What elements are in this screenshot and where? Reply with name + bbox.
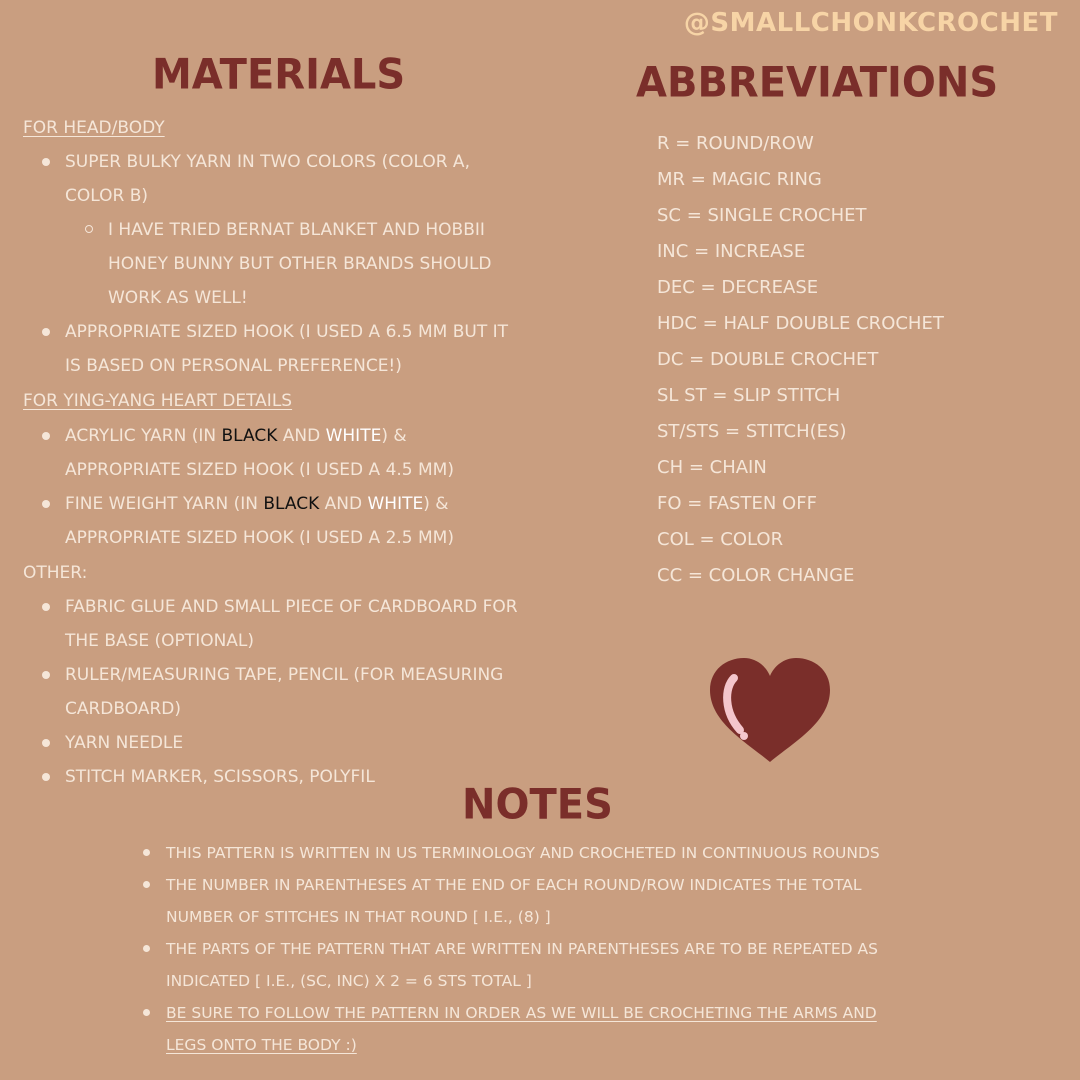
account-handle: @SMALLCHONKCROCHET — [683, 8, 1058, 38]
list-item: YARN NEEDLE — [65, 726, 565, 760]
abbreviation-item: HDC = HALF DOUBLE CROCHET — [657, 313, 944, 334]
bullet-icon — [42, 739, 50, 747]
list-item: RULER/MEASURING TAPE, PENCIL (FOR MEASURING CARDBOARD) — [65, 658, 565, 726]
materials-heading: MATERIALS — [152, 50, 406, 100]
list-item: ACRYLIC YARN (IN BLACK AND WHITE) & APPROPRIATE SIZED HOOK (I USED A 4.5 MM) — [65, 419, 565, 487]
list-item: FABRIC GLUE AND SMALL PIECE OF CARDBOARD FOR THE BASE (OPTIONAL) — [65, 590, 565, 658]
bullet-icon — [42, 500, 50, 508]
abbreviation-item: FO = FASTEN OFF — [657, 493, 817, 514]
heart-details-label: FOR YING-YANG HEART DETAILS — [23, 391, 293, 411]
bullet-icon — [42, 671, 50, 679]
abbreviations-list — [657, 126, 944, 594]
abbreviation-item: R = ROUND/ROW — [657, 133, 814, 154]
head-body-list — [65, 145, 565, 383]
bullet-icon — [143, 945, 150, 952]
bullet-icon — [42, 773, 50, 781]
heart-details-list — [65, 419, 565, 555]
head-body-label: FOR HEAD/BODY — [23, 118, 165, 138]
list-item: I HAVE TRIED BERNAT BLANKET AND HOBBII HONEY BUNNY BUT OTHER BRANDS SHOULD WORK AS WELL! — [65, 213, 565, 315]
abbreviation-item: SL ST = SLIP STITCH — [657, 385, 841, 406]
list-item: FINE WEIGHT YARN (IN BLACK AND WHITE) & APPROPRIATE SIZED HOOK (I USED A 2.5 MM) — [65, 487, 565, 555]
abbreviation-item: COL = COLOR — [657, 529, 784, 550]
list-item: THE NUMBER IN PARENTHESES AT THE END OF EACH ROUND/ROW INDICATES THE TOTAL NUMBER OF STITCHES IN THAT ROUND [ I.E., (8) ] — [166, 869, 966, 933]
list-item: SUPER BULKY YARN IN TWO COLORS (COLOR A, COLOR B) — [65, 145, 565, 213]
list-item: BE SURE TO FOLLOW THE PATTERN IN ORDER AS WE WILL BE CROCHETING THE ARMS AND LEGS ONTO THE BODY :) — [166, 997, 966, 1061]
sub-bullet-icon — [85, 225, 93, 233]
abbreviation-item: CC = COLOR CHANGE — [657, 565, 855, 586]
list-item: STITCH MARKER, SCISSORS, POLYFIL — [65, 760, 565, 794]
bullet-icon — [42, 603, 50, 611]
abbreviation-item: DC = DOUBLE CROCHET — [657, 349, 879, 370]
notes-heading: NOTES — [462, 780, 613, 830]
abbreviation-item: ST/STS = STITCH(ES) — [657, 421, 847, 442]
abbreviation-item: MR = MAGIC RING — [657, 169, 822, 190]
other-list — [65, 590, 565, 794]
abbreviation-item: DEC = DECREASE — [657, 277, 819, 298]
list-item: THE PARTS OF THE PATTERN THAT ARE WRITTEN IN PARENTHESES ARE TO BE REPEATED AS INDICATED [ I.E., (SC, INC) X 2 = 6 STS TOTAL ] — [166, 933, 966, 997]
heart-icon — [706, 656, 834, 766]
other-label: OTHER: — [23, 563, 88, 583]
abbreviations-heading: ABBREVIATIONS — [636, 58, 999, 108]
bullet-icon — [143, 1009, 150, 1016]
abbreviation-item: INC = INCREASE — [657, 241, 806, 262]
bullet-icon — [143, 849, 150, 856]
list-item: THIS PATTERN IS WRITTEN IN US TERMINOLOGY AND CROCHETED IN CONTINUOUS ROUNDS — [166, 837, 966, 869]
list-item: APPROPRIATE SIZED HOOK (I USED A 6.5 MM BUT IT IS BASED ON PERSONAL PREFERENCE!) — [65, 315, 565, 383]
abbreviation-item: CH = CHAIN — [657, 457, 767, 478]
bullet-icon — [42, 432, 50, 440]
bullet-icon — [143, 881, 150, 888]
abbreviation-item: SC = SINGLE CROCHET — [657, 205, 867, 226]
bullet-icon — [42, 328, 50, 336]
bullet-icon — [42, 158, 50, 166]
notes-list — [166, 837, 966, 1061]
